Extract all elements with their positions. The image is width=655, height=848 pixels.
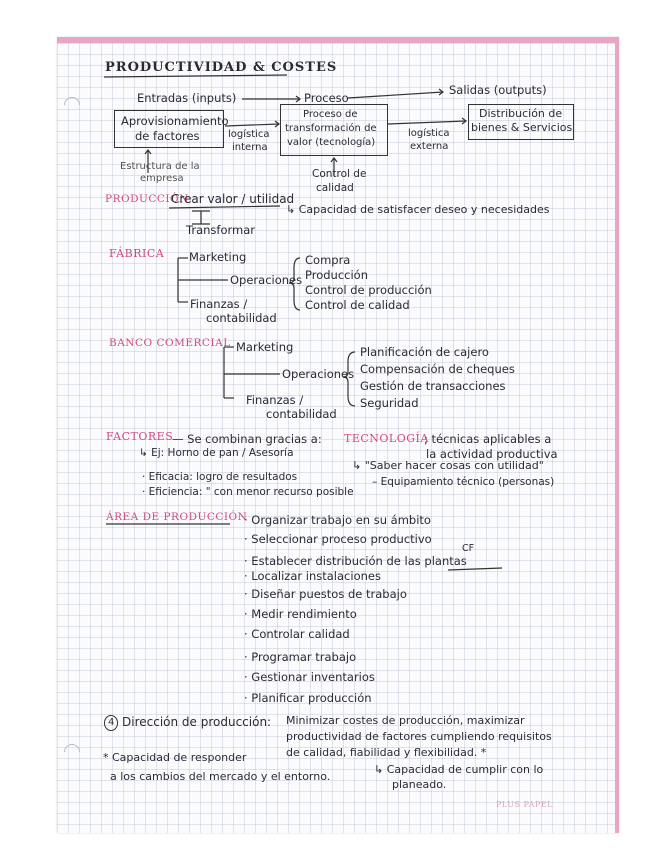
estructura-line-2: empresa [140,173,184,184]
fabrica-finanzas-2: contabilidad [206,311,277,325]
proc-line-1: Proceso de [303,109,358,120]
page-title: PRODUCTIVIDAD & COSTES [105,60,338,75]
aprov-line-1: Aprovisionamiento [121,114,229,128]
circled-number-marker: 4 [104,715,118,731]
transformar-text: Transformar [186,223,255,237]
area-heading: ÁREA DE PRODUCCIÓN [106,511,248,523]
fabrica-heading: FÁBRICA [109,247,165,260]
banco-item-3: Gestión de transacciones [360,379,506,393]
factores-line1a: — Se combinan gracias a: [172,432,322,446]
crear-valor-text: Crear valor / utilidad [171,192,295,206]
distrib-line-2: bienes & Servicios [471,121,573,134]
produccion-heading: PRODUCCIÓN: [105,193,193,205]
area-item-5: · Diseñar puestos de trabajo [244,587,407,601]
distrib-line-1: Distribución de [479,107,563,120]
equipamiento-text: – Equipamiento técnico (personas) [372,476,555,488]
banco-item-4: Seguridad [360,396,419,410]
saber-text: ↳ "Saber hacer cosas con utilidad" [352,459,544,472]
eficacia-text: · Eficacia: logro de resultados [142,471,298,483]
eficiencia-text: · Eficiencia: " con menor recurso posible [142,486,354,498]
banco-marketing: Marketing [236,340,294,354]
area-item-8: · Programar trabajo [244,650,357,664]
area-item-2: · Seleccionar proceso productivo [244,532,432,546]
proceso-label: Proceso [304,91,349,105]
nota-line-1: * Capacidad de responder [103,751,247,764]
factores-line1b: ; técnicas aplicables a [424,432,552,446]
control-line-2: calidad [316,182,354,194]
fabrica-operaciones: Operaciones [230,273,303,287]
capacidad-cumplir-1: ↳ Capacidad de cumplir con lo [374,763,544,776]
banco-item-2: Compensación de cheques [360,362,515,376]
banco-operaciones: Operaciones [282,367,355,381]
area-item-10: · Planificar producción [244,691,372,705]
cf-annotation: CF [462,543,475,554]
banco-finanzas-1: Finanzas / [246,393,304,407]
direccion-line-2: productividad de factores cumpliendo requisitos [286,730,552,743]
fabrica-marketing: Marketing [189,250,247,264]
title-underline [104,75,287,77]
proceso-box [280,104,388,156]
banco-item-1: Planificación de cajero [360,345,489,359]
banco-finanzas-2: contabilidad [266,407,337,421]
area-item-1: · Organizar trabajo en su ámbito [244,513,431,527]
factores-line2: la actividad productiva [426,447,558,461]
estructura-line-1: Estructura de la [120,161,200,172]
direccion-label: Dirección de producción: [122,715,272,729]
proc-line-3: valor (tecnología) [287,137,376,148]
aprovisionamiento-box [114,110,229,148]
horno-text: ↳ Ej: Horno de pan / Asesoría [139,447,294,459]
factores-heading: FACTORES [106,430,174,443]
area-item-9: · Gestionar inventarios [244,670,375,684]
tecnologia-text: TECNOLOGÍA [344,432,429,445]
logistica-interna-2: interna [232,142,268,153]
fabrica-item-control-calidad: Control de calidad [305,298,410,312]
proc-line-2: transformación de [285,123,377,134]
crear-underline [169,206,280,208]
fabrica-item-control-produccion: Control de producción [305,283,432,297]
fabrica-item-compra: Compra [305,253,351,267]
area-item-4: · Localizar instalaciones [244,569,381,583]
connector-proceso-distrib [388,121,466,124]
connector-aprov-proceso [225,124,279,126]
area-item-7: · Controlar calidad [244,627,350,641]
distribucion-box [468,104,574,140]
capacidad-cumplir-2: planeado. [392,778,447,791]
logistica-interna-1: logística [228,129,270,140]
direccion-line-1: Minimizar costes de producción, maximizar [286,714,525,727]
capacidad-text: ↳ Capacidad de satisfacer deseo y necesidades [286,203,550,216]
fabrica-finanzas-1: Finanzas / [190,297,248,311]
salidas-label: Salidas (outputs) [449,83,547,97]
direccion-line-3: de calidad, fiabilidad y flexibilidad. * [286,746,487,759]
area-item-3: · Establecer distribución de las plantas [244,554,467,568]
arrow-proceso-salidas [348,92,443,98]
nota-line-2: a los cambios del mercado y el entorno. [110,770,331,783]
logistica-externa-2: externa [410,141,449,152]
banco-heading: BANCO COMERCIAL [109,337,231,349]
area-item-6: · Medir rendimiento [244,607,357,621]
entradas-label: Entradas (inputs) [137,91,237,105]
logistica-externa-1: logística [408,128,450,139]
fabrica-item-produccion: Producción [305,268,368,282]
control-line-1: Control de [312,168,367,180]
brand-watermark: PLUS PAPEL [496,800,553,809]
aprov-line-2: de factores [135,129,200,143]
